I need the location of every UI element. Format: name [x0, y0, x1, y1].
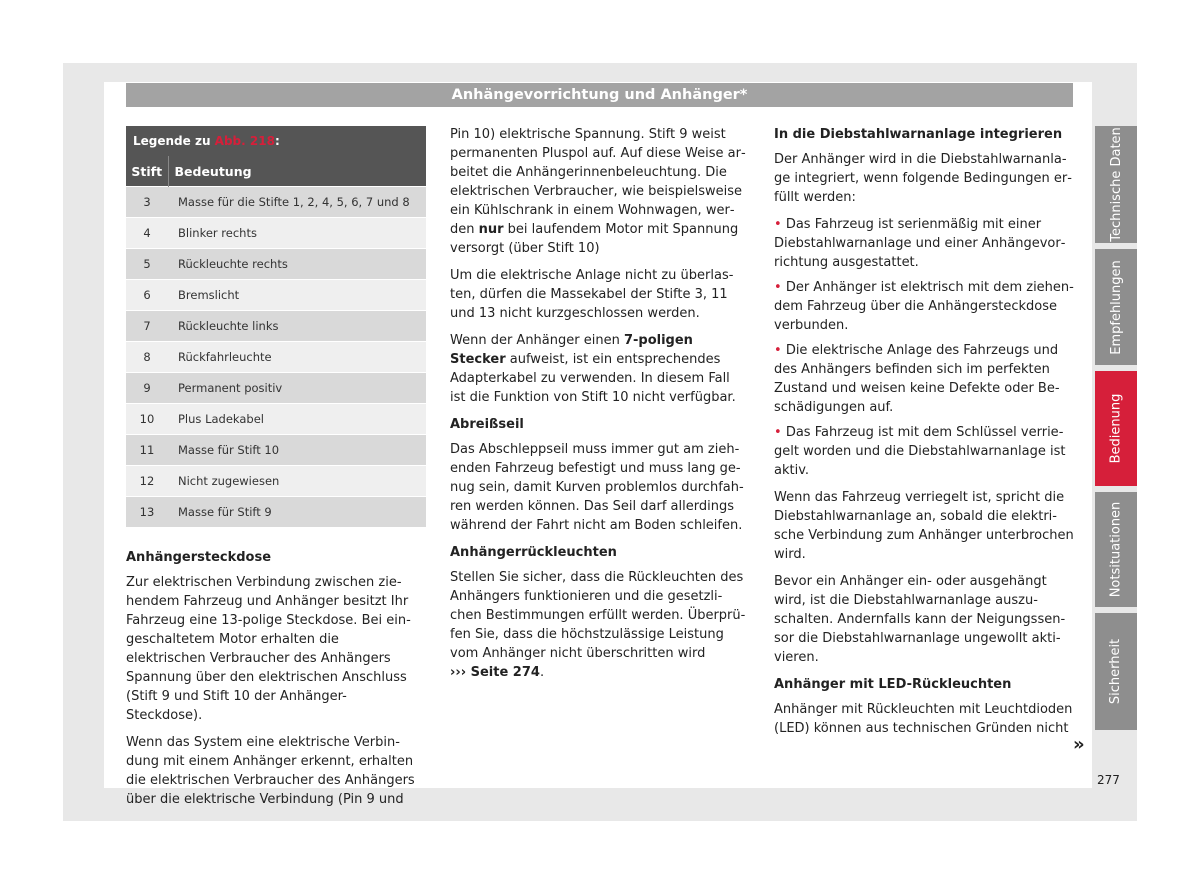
- list-item: [774, 423, 1074, 480]
- meaning-cell: Bremslicht: [168, 280, 426, 311]
- legend-caption-prefix: Legende zu: [133, 134, 215, 148]
- paragraph: [450, 125, 748, 258]
- list-item-text: Die elektrische Anlage des Fahrzeugs und des Anhängers befinden sich im perfekten Zustand und weisen keine Defekte oder Beschädigungen auf.: [774, 343, 1060, 415]
- chapter-tab[interactable]: [1095, 492, 1137, 607]
- table-row: [126, 218, 426, 249]
- column-header-pin: Stift: [126, 156, 168, 187]
- pin-cell: 13: [126, 497, 168, 528]
- bullet-icon: •: [774, 425, 782, 440]
- chapter-tab-label: Empfehlungen: [1108, 259, 1124, 355]
- legend-table: [126, 126, 426, 527]
- chapter-tab-label: Bedienung: [1108, 393, 1124, 464]
- table-row: [126, 497, 426, 528]
- bold-text: 7-poligen Stecker: [450, 333, 693, 367]
- table-row: [126, 466, 426, 497]
- paragraph: Zur elektrischen Verbindung zwischen ziehendem Fahrzeug und Anhänger besitzt Ihr Fahrzeug eine 13-polige Steckdose. Bei eingeschaltetem Motor erhalten die elektrischen Verbraucher des Anhängers Spannung über den elektrischen Anschluss (Stift 9 und Stift 10 der Anhänger-Steckdose).: [126, 575, 411, 723]
- list-item-text: Das Fahrzeug ist serienmäßig mit einer Diebstahlwarnanlage und einer Anhängevorrichtung ausgestattet.: [774, 217, 1066, 270]
- meaning-cell: Plus Ladekabel: [168, 404, 426, 435]
- meaning-cell: Masse für die Stifte 1, 2, 4, 5, 6, 7 und 8: [168, 187, 426, 218]
- chapter-tab[interactable]: [1095, 613, 1137, 730]
- meaning-cell: Masse für Stift 9: [168, 497, 426, 528]
- text-run: Wenn der Anhänger einen: [450, 333, 624, 348]
- meaning-cell: Rückleuchte rechts: [168, 249, 426, 280]
- table-row: [126, 187, 426, 218]
- chapter-tab[interactable]: [1095, 249, 1137, 365]
- legend-header-row: [126, 156, 426, 187]
- table-row: [126, 342, 426, 373]
- pin-cell: 9: [126, 373, 168, 404]
- legend-caption-suffix: :: [274, 134, 280, 148]
- list-item-text: Das Fahrzeug ist mit dem Schlüssel verriegelt worden und die Diebstahlwarnanlage ist aktiv.: [774, 425, 1066, 478]
- page-link-arrow-icon[interactable]: ›››: [450, 665, 467, 680]
- table-row: [126, 280, 426, 311]
- column-header-meaning: Bedeutung: [168, 156, 426, 187]
- pin-cell: 8: [126, 342, 168, 373]
- column-right: [774, 125, 1074, 746]
- section-header: Anhängevorrichtung und Anhänger*: [126, 83, 1073, 107]
- text-run: bei laufendem Motor mit Spannung versorgt (über Stift 10): [450, 222, 739, 256]
- list-item-text: Der Anhänger ist elektrisch mit dem ziehendem Fahrzeug über die Anhängersteckdose verbunden.: [774, 280, 1074, 333]
- pin-cell: 10: [126, 404, 168, 435]
- bullet-icon: •: [774, 280, 782, 295]
- paragraph: Um die elektrische Anlage nicht zu überlasten, dürfen die Massekabel der Stifte 3, 11 und 13 nicht kurzgeschlossen werden.: [450, 268, 734, 321]
- paragraph: Anhänger mit Rückleuchten mit Leuchtdioden (LED) können aus technischen Gründen nicht: [774, 702, 1073, 736]
- bullet-icon: •: [774, 217, 782, 232]
- column-left: [126, 548, 418, 817]
- column-middle: [450, 125, 748, 690]
- heading-diebstahlwarnanlage: In die Diebstahlwarnanlage integrieren: [774, 127, 1063, 142]
- page-reference-link[interactable]: Seite 274: [466, 665, 540, 680]
- table-row: [126, 373, 426, 404]
- meaning-cell: Permanent positiv: [168, 373, 426, 404]
- paragraph: [450, 568, 748, 682]
- meaning-cell: Masse für Stift 10: [168, 435, 426, 466]
- pin-cell: 4: [126, 218, 168, 249]
- meaning-cell: Blinker rechts: [168, 218, 426, 249]
- meaning-cell: Nicht zugewiesen: [168, 466, 426, 497]
- list-item: [774, 215, 1074, 272]
- legend-caption-row: [126, 126, 426, 156]
- chapter-tab-label: Notsituationen: [1108, 501, 1124, 598]
- chapter-tab[interactable]: [1095, 371, 1137, 486]
- heading-anhaengersteckdose: Anhängersteckdose: [126, 550, 272, 565]
- legend-caption: [126, 126, 426, 156]
- pin-cell: 12: [126, 466, 168, 497]
- paragraph: [450, 331, 748, 407]
- table-row: [126, 311, 426, 342]
- paragraph: Das Abschleppseil muss immer gut am ziehenden Fahrzeug befestigt und muss lang genug sein, damit Kurven problemlos durchfahren werden können. Das Seil darf allerdings während der Fahrt nicht am Boden schleifen.: [450, 442, 744, 533]
- table-row: [126, 435, 426, 466]
- continue-arrow-icon: »: [1073, 734, 1085, 755]
- list-item: [774, 278, 1074, 335]
- text-run: Pin 10) elektrische Spannung. Stift 9 weist permanenten Pluspol auf. Auf diese Weise arbeitet die Anhängerinnenbeleuchtung. Die elektrischen Verbraucher, wie beispielsweise ein Kühlschrank in einem Wohnwagen, werden: [450, 127, 746, 237]
- bold-text: nur: [478, 222, 504, 237]
- heading-abreissseil: Abreißseil: [450, 417, 524, 432]
- bullet-list: [774, 215, 1074, 480]
- paragraph: Wenn das System eine elektrische Verbindung mit einem Anhänger erkennt, erhalten die elektrischen Verbraucher des Anhängers über die elektrische Verbindung (Pin 9 und: [126, 735, 415, 807]
- page-number: 277: [1097, 773, 1120, 787]
- text-run: aufweist, ist ein entsprechendes Adapterkabel zu verwenden. In diesem Fall ist die Funktion von Stift 10 nicht verfügbar.: [450, 352, 736, 405]
- chapter-tab-label: Technische Daten: [1108, 127, 1124, 242]
- paragraph: Der Anhänger wird in die Diebstahlwarnanlage integriert, wenn folgende Bedingungen erfüllt werden:: [774, 152, 1072, 205]
- pin-cell: 11: [126, 435, 168, 466]
- meaning-cell: Rückfahrleuchte: [168, 342, 426, 373]
- pin-cell: 7: [126, 311, 168, 342]
- paragraph: Bevor ein Anhänger ein- oder ausgehängt wird, ist die Diebstahlwarnanlage auszuschalten. Andernfalls kann der Neigungssensor die Diebstahlwarnanlage ungewollt aktivieren.: [774, 574, 1066, 665]
- pin-cell: 5: [126, 249, 168, 280]
- table-row: [126, 404, 426, 435]
- heading-anhaengerrueckleuchten: Anhängerrückleuchten: [450, 545, 617, 560]
- meaning-cell: Rückleuchte links: [168, 311, 426, 342]
- paragraph: Wenn das Fahrzeug verriegelt ist, spricht die Diebstahlwarnanlage an, sobald die elektrische Verbindung zum Anhänger unterbrochen wird.: [774, 490, 1074, 562]
- pin-cell: 6: [126, 280, 168, 311]
- text-run: Stellen Sie sicher, dass die Rückleuchten des Anhängers funktionieren und die gesetzlichen Bestimmungen erfüllt werden. Überprüfen Sie, dass die höchstzulässige Leistung vom Anhänger nicht überschritten wird: [450, 570, 746, 661]
- pin-cell: 3: [126, 187, 168, 218]
- text-run: .: [539, 665, 545, 680]
- bullet-icon: •: [774, 343, 782, 358]
- table-row: [126, 249, 426, 280]
- chapter-tab[interactable]: [1095, 126, 1137, 243]
- figure-reference-link[interactable]: Abb. 218: [214, 134, 275, 148]
- heading-led-rueckleuchten: Anhänger mit LED-Rückleuchten: [774, 677, 1012, 692]
- list-item: [774, 341, 1074, 417]
- chapter-tab-label: Sicherheit: [1108, 638, 1124, 705]
